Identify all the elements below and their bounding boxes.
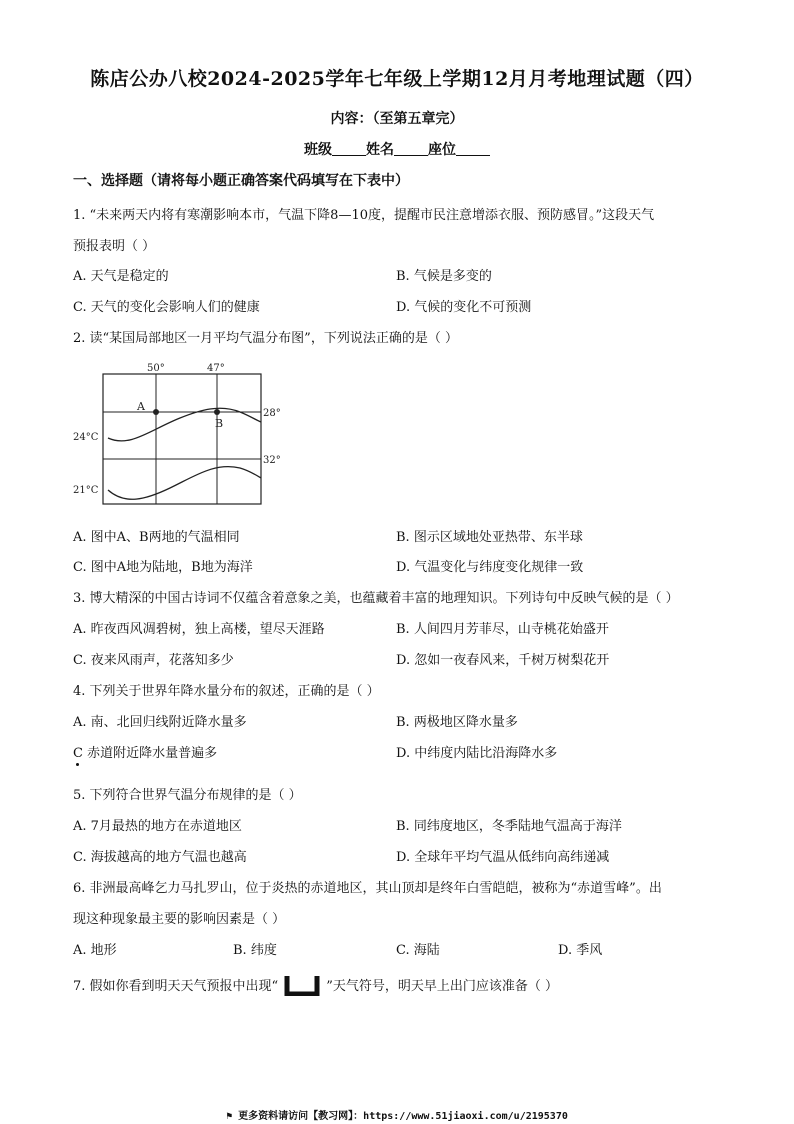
flag-icon: ⚑ xyxy=(226,1111,233,1122)
q6-option-a: A. 地形 xyxy=(73,943,117,958)
isotherm-label-24c: 24°C xyxy=(73,432,99,443)
class-blank xyxy=(332,141,366,156)
point-a-marker xyxy=(153,409,159,415)
q1-option-b: B. 气候是多变的 xyxy=(396,269,492,284)
q5-option-d: D. 全球年平均气温从低纬向高纬递减 xyxy=(396,850,610,865)
q5-stem: 5. 下列符合世界气温分布规律的是（ ） xyxy=(73,788,302,803)
stray-dot xyxy=(76,763,79,766)
longitude-label-47: 47° xyxy=(207,363,225,374)
q7-stem xyxy=(73,975,558,996)
point-a-label: A xyxy=(137,400,145,413)
q2-option-c: C. 图中A地为陆地，B地为海洋 xyxy=(73,560,253,575)
latitude-label-28: 28° xyxy=(263,408,281,419)
q3-option-a: A. 昨夜西风凋碧树，独上高楼，望尽天涯路 xyxy=(73,622,325,637)
q2-option-b: B. 图示区域地处亚热带、东半球 xyxy=(396,530,583,545)
q1-option-c: C. 天气的变化会影响人们的健康 xyxy=(73,300,260,315)
q5-option-b: B. 同纬度地区，冬季陆地气温高于海洋 xyxy=(396,819,622,834)
q2-option-d: D. 气温变化与纬度变化规律一致 xyxy=(396,560,584,575)
q6-stem-line2: 现这种现象最主要的影响因素是（ ） xyxy=(73,912,286,927)
isotherm-label-21c: 21°C xyxy=(73,485,99,496)
name-label: 姓名 xyxy=(366,142,394,158)
content-scope: 内容：（至第五章完） xyxy=(330,111,464,127)
name-blank xyxy=(394,141,428,156)
longitude-label-50: 50° xyxy=(147,363,165,374)
footer-link[interactable] xyxy=(0,1107,794,1122)
student-info-line xyxy=(0,139,794,159)
q6-option-b: B. 纬度 xyxy=(233,943,277,958)
section-heading: 一、选择题（请将每小题正确答案代码填写在下表中） xyxy=(73,173,409,189)
footer-text: 更多资料请访问【教习网】：https://www.51jiaoxi.com/u/2195370 xyxy=(238,1111,568,1122)
point-b-marker xyxy=(214,409,220,415)
q4-option-b: B. 两极地区降水量多 xyxy=(396,715,518,730)
q6-stem-line1: 6. 非洲最高峰乞力马扎罗山，位于炎热的赤道地区，其山顶却是终年白雪皑皑，被称为“赤道雪峰”。出 xyxy=(73,881,662,896)
q3-option-d: D. 忽如一夜春风来，千树万树梨花开 xyxy=(396,653,610,668)
q2-option-a: A. 图中A、B两地的气温相同 xyxy=(73,530,240,545)
q4-stem: 4. 下列关于世界年降水量分布的叙述，正确的是（ ） xyxy=(73,684,380,699)
q6-option-c: C. 海陆 xyxy=(396,943,440,958)
q4-option-d: D. 中纬度内陆比沿海降水多 xyxy=(396,746,558,761)
q1-stem-line2: 预报表明（ ） xyxy=(73,239,156,254)
q1-option-d: D. 气候的变化不可预测 xyxy=(396,300,532,315)
weather-symbol-icon xyxy=(284,976,320,996)
q4-option-c: C 赤道附近降水量普遍多 xyxy=(73,746,218,761)
seat-blank xyxy=(456,141,490,156)
q3-stem: 3. 博大精深的中国古诗词不仅蕴含着意象之美，也蕴藏着丰富的地理知识。下列诗句中反映气候的是（ ） xyxy=(73,591,679,606)
q4-option-a: A. 南、北回归线附近降水量多 xyxy=(73,715,247,730)
q3-option-c: C. 夜来风雨声，花落知多少 xyxy=(73,653,234,668)
q2-stem: 2. 读“某国局部地区一月平均气温分布图”，下列说法正确的是（ ） xyxy=(73,331,458,346)
latitude-label-32: 32° xyxy=(263,455,281,466)
q3-option-b: B. 人间四月芳菲尽，山寺桃花始盛开 xyxy=(396,622,609,637)
q5-option-a: A. 7月最热的地方在赤道地区 xyxy=(73,819,242,834)
q6-option-d: D. 季风 xyxy=(558,943,603,958)
seat-label: 座位 xyxy=(428,142,456,158)
isotherm-24c xyxy=(108,408,261,441)
point-b-label: B xyxy=(215,417,224,430)
isotherm-21c xyxy=(108,467,261,500)
q7-stem-after: ”天气符号，明天早上出门应该准备（ ） xyxy=(326,979,558,994)
q5-option-c: C. 海拔越高的地方气温也越高 xyxy=(73,850,247,865)
q1-option-a: A. 天气是稳定的 xyxy=(73,269,169,284)
q7-stem-before: 7. 假如你看到明天天气预报中出现“ xyxy=(73,979,279,994)
isotherm-map xyxy=(70,360,290,510)
map-frame xyxy=(103,374,261,504)
page-title: 陈店公办八校2024-2025学年七年级上学期12月月考地理试题（四） xyxy=(90,68,704,90)
q1-stem-line1: 1. “未来两天内将有寒潮影响本市，气温下降8—10度，提醒市民注意增添衣服、预防感冒。”这段天气 xyxy=(73,208,655,223)
class-label: 班级 xyxy=(304,142,332,158)
